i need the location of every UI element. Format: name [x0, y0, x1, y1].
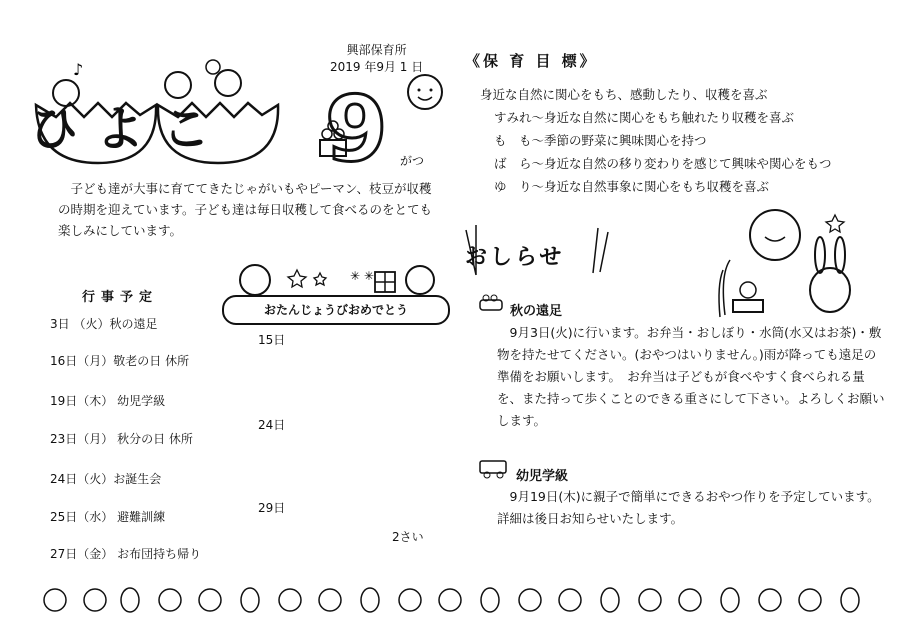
month-number: 9: [325, 77, 388, 182]
page-title: [30, 90, 280, 165]
cart-icon: [478, 455, 512, 483]
birthday-day: 29日: [258, 501, 286, 515]
svg-text:✳ ✳: ✳ ✳: [350, 269, 374, 283]
month-nine-icon: [300, 70, 450, 182]
birthday-day: 15日: [258, 333, 286, 347]
birthday-banner: おたんじょうびおめでとう: [222, 295, 450, 325]
animal-fruit-border-icon: [40, 578, 870, 618]
header-meta: [330, 42, 423, 76]
schedule-item: 25日（水） 避難訓練: [50, 510, 166, 524]
schedule-item: 24日（火）お誕生会: [50, 472, 162, 486]
notice-youji-body: 9月19日(木)に親子で簡単にできるおやつ作りを予定しています。詳細は後日お知らせいたします。: [497, 489, 880, 526]
birthday-age: 2さい: [392, 530, 424, 544]
moon-viewing-icon: [715, 205, 865, 320]
notice-title: おしらせ: [465, 245, 565, 270]
schedule-item: 23日（月） 秋分の日 休所: [50, 432, 193, 446]
goal-line: すみれ～身近な自然に関心をもち触れたり収穫を喜ぶ: [494, 110, 795, 125]
birthday-illustration: [225, 258, 445, 296]
school-name: 興部保育所: [346, 43, 407, 57]
goal-line: 身近な自然に関心をもち、感動したり、収穫を喜ぶ: [480, 87, 768, 102]
goals-title: 《保 育 目 標》: [465, 52, 598, 70]
month-suffix: がつ: [400, 154, 425, 168]
birthday-day: 24日: [258, 418, 286, 432]
schedule-item: 27日（金） お布団持ち帰り: [50, 547, 202, 561]
schedule-item: 16日（月）敬老の日 休所: [50, 354, 190, 368]
svg-text:♪: ♪: [73, 60, 84, 79]
goal-line: ば ら～身近な自然の移り変わりを感じて興味や関心をもつ: [494, 156, 832, 171]
schedule-item: 19日（木） 幼児学級: [50, 394, 166, 408]
month-illustration: [300, 70, 450, 182]
notice-ensoku-heading: 秋の遠足: [510, 304, 563, 319]
intro-text: 子ども達が大事に育ててきたじゃがいもやピーマン、枝豆が収穫の時期を迎えています。子ども達は毎日収穫して食べるのをとても楽しみにしています。: [58, 181, 433, 238]
issue-date: 2019 年9月 1 日: [330, 60, 424, 74]
goal-line: も も～季節の野菜に興味関心を持つ: [494, 133, 707, 148]
goal-line: ゆ り～身近な自然事象に関心をもち収穫を喜ぶ: [494, 179, 770, 194]
veggie-icon: [478, 292, 504, 316]
notice-youji-heading: 幼児学級: [516, 469, 569, 484]
title-text: ひよこ: [30, 101, 229, 157]
notice-ensoku-body: 9月3日(火)に行います。お弁当・おしぼり・水筒(水又はお茶)・敷物を持たせてください。(おやつはいりません。)雨が降っても遠足の準備をお願いします。 お弁当は子どもが食べやすく食べられる量を、また持って歩くことのできる重さにして下さい。よろしくお願いします。: [497, 325, 885, 428]
moon-rabbit-illustration: [715, 205, 865, 320]
schedule-item: 3日 （火）秋の遠足: [50, 317, 158, 331]
goals-list: [480, 83, 832, 198]
decoration-row: [40, 578, 870, 618]
schedule-title: 行事予定: [82, 290, 159, 305]
party-animals-icon: [225, 258, 445, 296]
